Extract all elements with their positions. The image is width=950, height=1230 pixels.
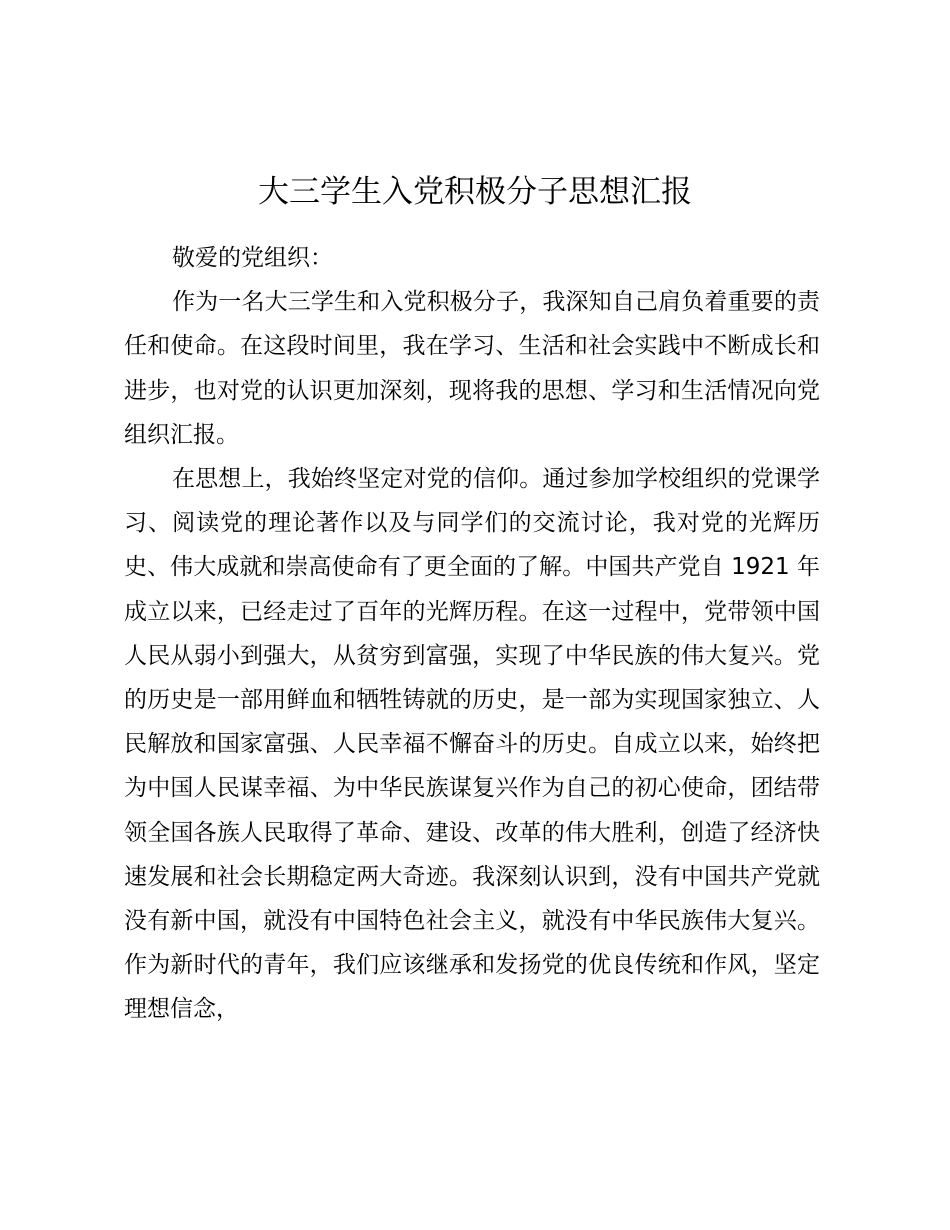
paragraph-ideology: 在思想上，我始终坚定对党的信仰。通过参加学校组织的党课学习、阅读党的理论著作以及与同学们的交流讨论，我对党的光辉历史、伟大成就和崇高使命有了更全面的了解。中国共产党自 1921 年成立以来，已经走过了百年的光辉历程。在这一过程中，党带领中国人民从弱小到强大，从贫穷到富强，实现了中华民族的伟大复兴。党的历史是一部用鲜血和牺牲铸就的历史，是一部为实现国家独立、人民解放和国家富强、人民幸福不懈奋斗的历史。自成立以来，始终把为中国人民谋幸福、为中华民族谋复兴作为自己的初心使命，团结带领全国各族人民取得了革命、建设、改革的伟大胜利，创造了经济快速发展和社会长期稳定两大奇迹。我深刻认识到，没有中国共产党就没有新中国，就没有中国特色社会主义，就没有中华民族伟大复兴。作为新时代的青年，我们应该继承和发扬党的优良传统和作风，坚定理想信念， bbox=[124, 466, 820, 1023]
paragraph-intro: 作为一名大三学生和入党积极分子，我深知自己肩负着重要的责任和使命。在这段时间里，我在学习、生活和社会实践中不断成长和进步，也对党的认识更加深刻，现将我的思想、学习和生活情况向党组织汇报。 bbox=[124, 289, 820, 448]
document-title: 大三学生入党积极分子思想汇报 bbox=[258, 174, 692, 210]
document-body bbox=[124, 236, 820, 1032]
salutation: 敬爱的党组织： bbox=[172, 245, 333, 271]
